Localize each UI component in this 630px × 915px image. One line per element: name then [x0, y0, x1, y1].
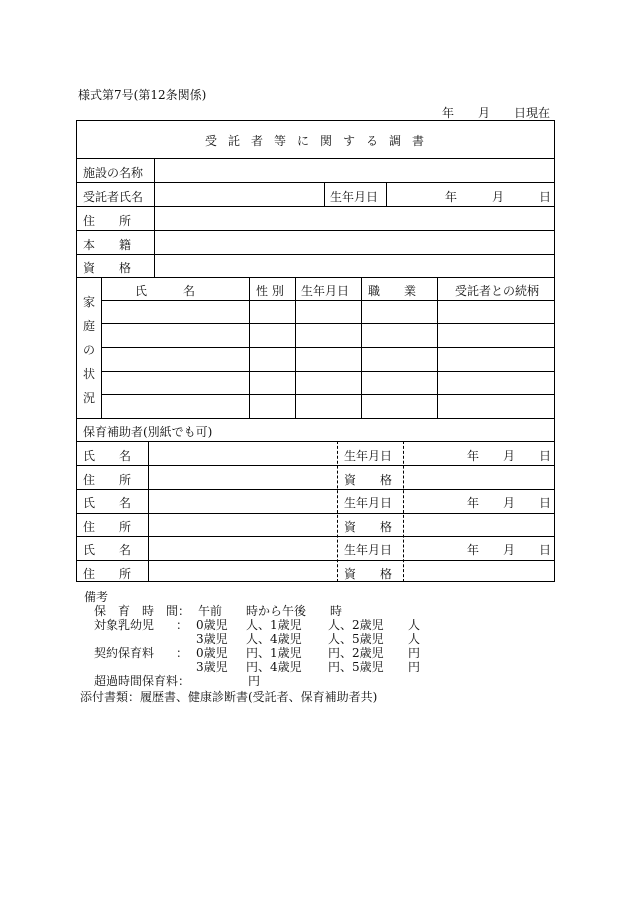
infants-r1-c1: 人、1歳児 — [246, 618, 302, 632]
facility-name-label: 施設の名称 — [83, 166, 144, 180]
assistant-3-birth-label: 生年月日 — [344, 543, 393, 557]
date-month-label: 月 — [478, 106, 491, 120]
infants-r2-c2: 人、5歳児 — [328, 632, 384, 646]
trustee-birth-day: 日 — [539, 190, 552, 204]
assistant-1-birth-year: 年 — [467, 449, 480, 463]
assistant-2-birth-label: 生年月日 — [344, 496, 393, 510]
fees-colon: ： — [176, 646, 189, 660]
qualification-label: 資 格 — [83, 261, 132, 275]
assistant-1-address-label: 住 所 — [83, 473, 132, 487]
overtime-fee-unit: 円 — [248, 674, 261, 688]
remarks-section — [84, 590, 421, 688]
family-col-occupation: 職 業 — [368, 284, 417, 298]
fees-r1-c1: 円、1歳児 — [246, 646, 302, 660]
date-year-label: 年 — [442, 106, 455, 120]
infants-r1-c2: 人、2歳児 — [328, 618, 384, 632]
family-col-sex: 性 別 — [256, 284, 284, 298]
family-side-label-2: の — [83, 343, 96, 357]
fees-label: 契約保育料 — [94, 646, 155, 660]
infants-r2-c3: 人 — [408, 632, 421, 646]
fees-r1-c2: 円、2歳児 — [328, 646, 384, 660]
assistant-3-birth-year: 年 — [467, 543, 480, 557]
trustee-birth-year: 年 — [445, 190, 458, 204]
assistant-2-qualification-label: 資 格 — [344, 520, 393, 534]
family-side-label-3: 状 — [83, 367, 96, 381]
infants-r2-c1: 人、4歳児 — [246, 632, 302, 646]
domicile-label: 本 籍 — [83, 238, 132, 252]
assistant-2-birth-day: 日 — [539, 496, 552, 510]
family-side-label-4: 況 — [83, 391, 96, 405]
fees-r1-c0: 0歳児 — [196, 646, 228, 660]
infants-r1-c3: 人 — [408, 618, 421, 632]
assistant-1-qualification-label: 資 格 — [344, 473, 393, 487]
assistant-1-birth-day: 日 — [539, 449, 552, 463]
care-hours-label: 保 育 時 間： — [94, 604, 191, 618]
assistant-1-name-label: 氏 名 — [83, 449, 132, 463]
infants-colon: ： — [176, 618, 189, 632]
assistant-3-name-label: 氏 名 — [83, 543, 132, 557]
trustee-birth-label: 生年月日 — [330, 190, 379, 204]
assistant-2-birth-year: 年 — [467, 496, 480, 510]
assistant-2-birth-month: 月 — [503, 496, 516, 510]
assistant-1-birth-month: 月 — [503, 449, 516, 463]
assistant-2-name-label: 氏 名 — [83, 496, 132, 510]
assistant-3-birth-month: 月 — [503, 543, 516, 557]
assistant-2-address-label: 住 所 — [83, 520, 132, 534]
family-side-label-0: 家 — [83, 295, 96, 309]
assistant-3-address-label: 住 所 — [83, 567, 132, 581]
infants-r1-c0: 0歳児 — [196, 618, 228, 632]
assistant-1-birth-label: 生年月日 — [344, 449, 393, 463]
attachments-note: 添付書類：履歴書、健康診断書(受託者、保育補助者共) — [80, 690, 378, 704]
fees-r2-c3: 円 — [408, 660, 421, 674]
assistants-header: 保育補助者(別紙でも可) — [83, 425, 213, 439]
trustee-name-label: 受託者氏名 — [83, 190, 144, 204]
care-hours-text: 午前 時から午後 時 — [198, 604, 343, 618]
fees-r2-c0: 3歳児 — [196, 660, 228, 674]
form-title: 受託者等に関する調書 — [205, 134, 436, 148]
fees-r1-c3: 円 — [408, 646, 421, 660]
family-col-birth: 生年月日 — [301, 284, 350, 298]
trustee-survey-form — [76, 120, 555, 582]
fees-r2-c2: 円、5歳児 — [328, 660, 384, 674]
family-col-name: 氏 名 — [135, 284, 196, 298]
assistant-3-qualification-label: 資 格 — [344, 567, 393, 581]
address-label: 住 所 — [83, 214, 132, 228]
assistant-3-birth-day: 日 — [539, 543, 552, 557]
family-side-label-1: 庭 — [83, 319, 96, 333]
remarks-title: 備考 — [84, 590, 109, 604]
infants-r2-c0: 3歳児 — [196, 632, 228, 646]
date-as-of — [442, 104, 550, 121]
infants-label: 対象乳幼児 — [94, 618, 155, 632]
overtime-fee-label: 超過時間保育料： — [94, 674, 191, 688]
date-day-now-label: 日現在 — [514, 106, 551, 120]
form-reference: 様式第7号(第12条関係) — [78, 88, 207, 102]
fees-r2-c1: 円、4歳児 — [246, 660, 302, 674]
trustee-birth-month: 月 — [492, 190, 505, 204]
family-col-relation: 受託者との続柄 — [455, 284, 540, 298]
